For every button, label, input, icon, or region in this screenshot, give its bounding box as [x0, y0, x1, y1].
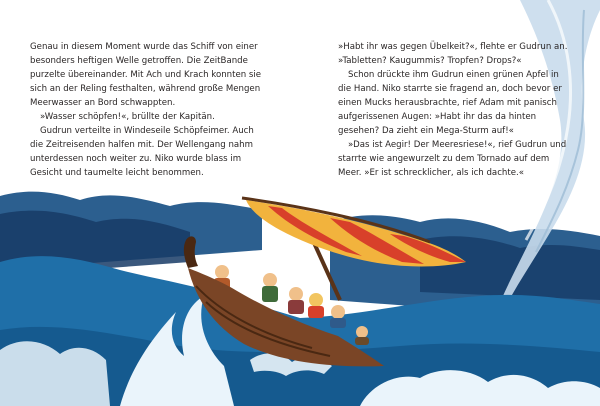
- paragraph: »Das ist Aegir! Der Meeresriese!«, rief Gudrun und starrte wie angewurzelt zu dem Tornado auf dem Meer. »Er ist schrecklicher, als ich dachte.«: [338, 140, 567, 178]
- text-column-left: [30, 40, 262, 180]
- text-column-right: [338, 40, 570, 180]
- paragraph: Schon drückte ihm Gudrun einen grünen Apfel in die Hand. Niko starrte sie fragend an, doch bevor er einen Mucks herausbrachte, rief Adam mit panisch aufgerissenen Augen: »Habt ihr das da hinten gesehen? Da zieht ein Mega-Sturm auf!«: [338, 70, 562, 136]
- paragraph: Genau in diesem Moment wurde das Schiff von einer besonders heftigen Welle getroffen. Die ZeitBande purzelte übereinander. Mit Ach und Krach konnten sie sich an der Reling festhalten, während große Mengen Meerwasser an Bord schwappten.: [30, 42, 262, 108]
- paragraph: »Wasser schöpfen!«, brüllte der Kapitän.: [40, 112, 215, 122]
- paragraph: »Habt ihr was gegen Übelkeit?«, flehte er Gudrun an. »Tabletten? Kaugummis? Tropfen? Drops?«: [338, 42, 568, 66]
- paragraph: Gudrun verteilte in Windeseile Schöpfeimer. Auch die Zeitreisenden halfen mit. Der Wellengang nahm unterdessen noch weiter zu. Niko wurde blass im Gesicht und taumelte leicht benommen.: [30, 126, 254, 178]
